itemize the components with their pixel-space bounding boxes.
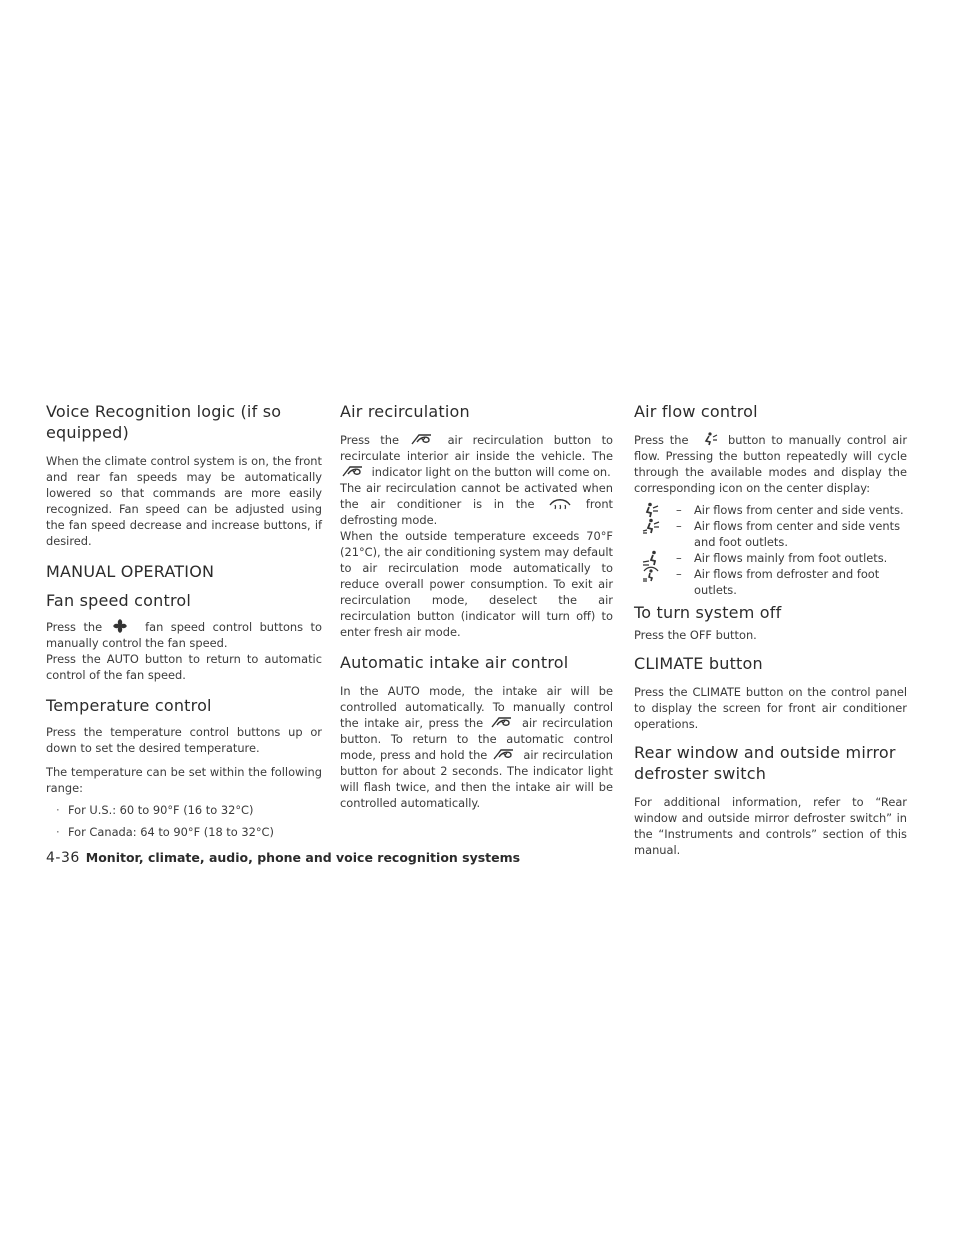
rear-defroster-text: For additional information, refer to “Rear window and outside mirror defroster switch” in the “Instruments and controls” section of this manual. xyxy=(634,795,907,857)
turn-off-heading: To turn system off xyxy=(634,603,782,622)
section-title: Monitor, climate, audio, phone and voice recognition systems xyxy=(85,850,521,865)
front-defrost-icon xyxy=(546,496,574,510)
manual-operation-heading: MANUAL OPERATION xyxy=(46,562,215,581)
range-canada-text: For Canada: 64 to 90°F (18 to 32°C) xyxy=(68,825,274,839)
bullet: · xyxy=(56,803,60,817)
page-footer xyxy=(46,850,520,866)
airflow-text-a: Press the xyxy=(634,433,689,447)
climate-button-text: Press the CLIMATE button on the control panel to display the screen for front air conditioner operations. xyxy=(634,685,907,731)
bullet: · xyxy=(56,825,60,839)
air-recirculation-text-1 xyxy=(340,432,613,480)
airflow-text-b: button to manually control air flow. Pressing the button repeatedly will cycle through the available modes and display the corresponding icon on the center display: xyxy=(634,433,907,495)
fan-auto-text: Press the AUTO button to return to automatic control of the fan speed. xyxy=(46,652,322,682)
air-flow-text xyxy=(634,432,907,496)
vent-foot-icon xyxy=(634,550,676,566)
turn-off-text: Press the OFF button. xyxy=(634,628,757,642)
mode-bilevel-text: Air flows from center and side vents and foot outlets. xyxy=(694,519,901,549)
recirc-text-a: Press the xyxy=(340,433,399,447)
air-recirculation-text-2 xyxy=(340,480,613,528)
intake-text-c: air recirculation button for about 2 seconds. The indicator light will flash twice, and then the intake air will be controlled automatically. xyxy=(340,748,614,810)
column-left xyxy=(46,401,322,840)
range-us-text: For U.S.: 60 to 90°F (16 to 32°C) xyxy=(68,803,254,817)
temperature-heading: Temperature control xyxy=(46,696,212,715)
recirculation-icon xyxy=(409,432,437,446)
temperature-text-1: Press the temperature control buttons up or down to set the desired temperature. xyxy=(46,725,322,755)
recirc2-text-a: The air recirculation cannot be activated when the air conditioner is in the xyxy=(340,481,613,511)
fan-speed-heading: Fan speed control xyxy=(46,591,192,610)
list-item-range-us xyxy=(46,802,322,818)
air-flow-mode-icon xyxy=(694,432,722,446)
recirculation-icon xyxy=(489,715,517,729)
voice-recognition-text: When the climate control system is on, the front and rear fan speeds may be automatically lowered so that commands are more easily recognized. Fan speed can be adjusted using the fan speed decrease and increase buttons, if desired. xyxy=(46,454,322,548)
intake-text-a: In the AUTO mode, the intake air will be controlled automatically. To manually control the intake air, press the xyxy=(340,684,613,730)
fan-speed-text-b: fan speed control buttons to manually control the fan speed. xyxy=(46,620,322,650)
list-item-mode-foot xyxy=(634,550,907,566)
fan-speed-text-a: Press the xyxy=(46,620,103,634)
mode-foot-text: Air flows mainly from foot outlets. xyxy=(694,551,888,565)
recirculation-indicator-icon xyxy=(340,464,368,478)
vent-bilevel-icon xyxy=(634,518,676,550)
voice-recognition-heading: Voice Recognition logic (if so equipped) xyxy=(46,402,282,442)
list-item-mode-defrost-foot xyxy=(634,566,907,598)
automatic-intake-text xyxy=(340,683,613,811)
page-number: 4-36 xyxy=(46,850,80,866)
fan-speed-text xyxy=(46,619,322,651)
dash: – xyxy=(676,519,682,533)
dash: – xyxy=(676,567,682,581)
air-flow-heading: Air flow control xyxy=(634,402,758,421)
dash: – xyxy=(676,551,682,565)
recirc-text-d: indicator light on the button will come on. xyxy=(371,465,611,479)
automatic-intake-heading: Automatic intake air control xyxy=(340,653,569,672)
recirculation-icon xyxy=(491,747,519,761)
vent-defrost-foot-icon xyxy=(634,566,676,598)
air-recirculation-text-3: When the outside temperature exceeds 70°F (21°C), the air conditioning system may default to air recirculation mode automatically to reduce overall power consumption. To exit air recirculation mode, deselect the air recirculation button (indicator will turn off) to enter fresh air mode. xyxy=(340,529,613,639)
mode-defrost-foot-text: Air flows from defroster and foot outlets. xyxy=(694,567,880,597)
list-item-mode-bilevel xyxy=(634,518,907,550)
fan-icon xyxy=(110,619,138,633)
recirc-text-b: air recirculation button to recirculate interior air inside the vehicle. xyxy=(340,433,614,463)
recirc-text-c: The xyxy=(591,449,613,463)
column-right xyxy=(634,401,907,858)
intake-text-b: air recirculation button. To return to the automatic control mode, press and hold the xyxy=(340,716,614,762)
climate-button-heading: CLIMATE button xyxy=(634,654,763,673)
air-recirculation-heading: Air recirculation xyxy=(340,402,470,421)
list-item-mode-face xyxy=(634,502,907,518)
mode-face-text: Air flows from center and side vents. xyxy=(694,503,904,517)
rear-defroster-heading: Rear window and outside mirror defroster switch xyxy=(634,743,896,783)
list-item-range-canada xyxy=(46,824,322,840)
dash: – xyxy=(676,503,682,517)
column-middle xyxy=(340,401,613,811)
recirc2-text-b: front defrosting mode. xyxy=(340,497,614,527)
temperature-text-2: The temperature can be set within the following range: xyxy=(46,765,322,795)
vent-face-icon xyxy=(634,502,676,518)
